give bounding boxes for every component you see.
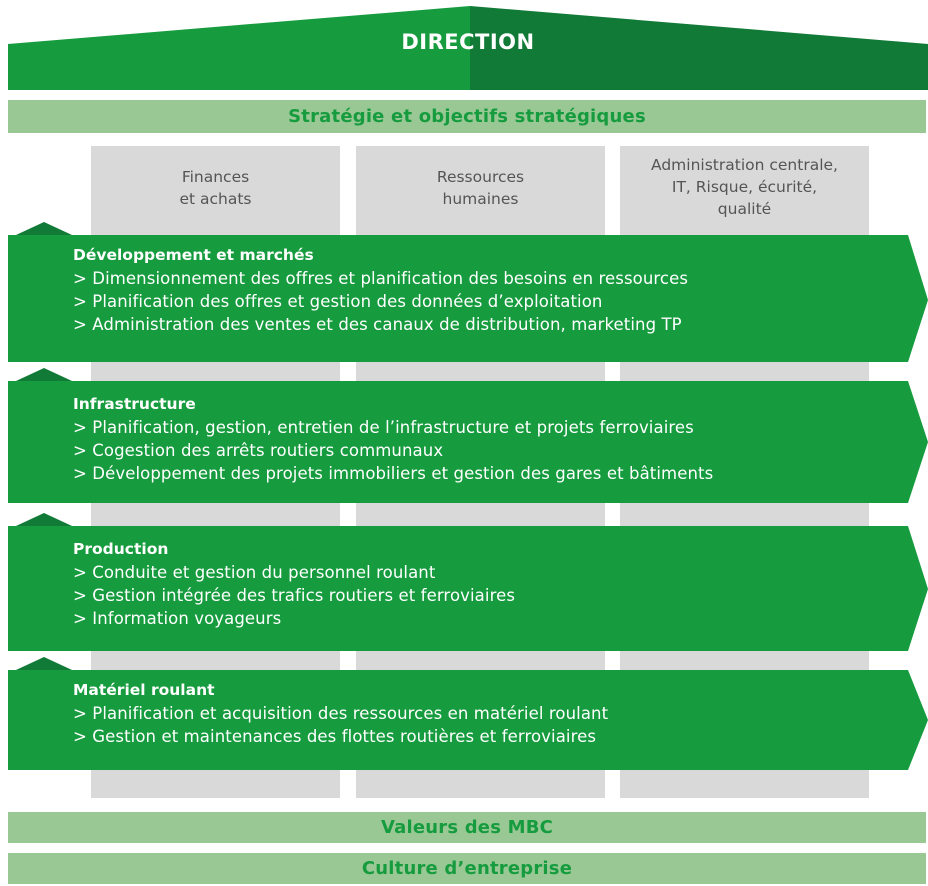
support-column-label: Finances et achats: [179, 168, 252, 208]
process-item: > Gestion intégrée des trafics routiers et ferroviaires: [73, 586, 516, 605]
process-title: Matériel roulant: [73, 681, 215, 699]
values-label: Valeurs des MBC: [380, 817, 554, 838]
process-arrow-materiel-roulant: [8, 657, 928, 770]
culture-label: Culture d’entreprise: [361, 858, 573, 879]
process-item: > Information voyageurs: [73, 609, 282, 628]
culture-bar: [8, 853, 926, 884]
process-content: [73, 679, 608, 748]
process-item: > Développement des projets immobiliers et gestion des gares et bâtiments: [73, 464, 714, 483]
support-column-label: Administration centrale, IT, Risque, écurité, qualité: [651, 156, 838, 218]
values-bar: [8, 812, 926, 843]
process-title: Production: [73, 540, 169, 558]
strategy-label: Stratégie et objectifs stratégiques: [288, 106, 646, 127]
process-content: [73, 244, 688, 336]
process-arrow-developpement: [8, 222, 928, 362]
process-item: > Dimensionnement des offres et planification des besoins en ressources: [73, 269, 689, 288]
process-content: [73, 538, 515, 630]
process-title: Développement et marchés: [73, 246, 314, 264]
process-content: [73, 393, 713, 485]
strategy-bar: [8, 100, 926, 133]
process-title: Infrastructure: [73, 395, 196, 413]
process-item: > Conduite et gestion du personnel roulant: [73, 563, 436, 582]
support-column-label: Ressources humaines: [436, 168, 525, 208]
process-arrow-infrastructure: [8, 368, 928, 503]
process-item: > Planification, gestion, entretien de l’infrastructure et projets ferroviaires: [73, 418, 694, 437]
process-item: > Administration des ventes et des canaux de distribution, marketing TP: [73, 315, 682, 334]
process-item: > Planification des offres et gestion des données d’exploitation: [73, 292, 603, 311]
process-item: > Gestion et maintenances des flottes routières et ferroviaires: [73, 727, 597, 746]
process-item: > Planification et acquisition des ressources en matériel roulant: [73, 704, 609, 723]
process-arrow-production: [8, 513, 928, 651]
process-item: > Cogestion des arrêts routiers communaux: [73, 441, 444, 460]
direction-label: DIRECTION: [401, 30, 535, 54]
